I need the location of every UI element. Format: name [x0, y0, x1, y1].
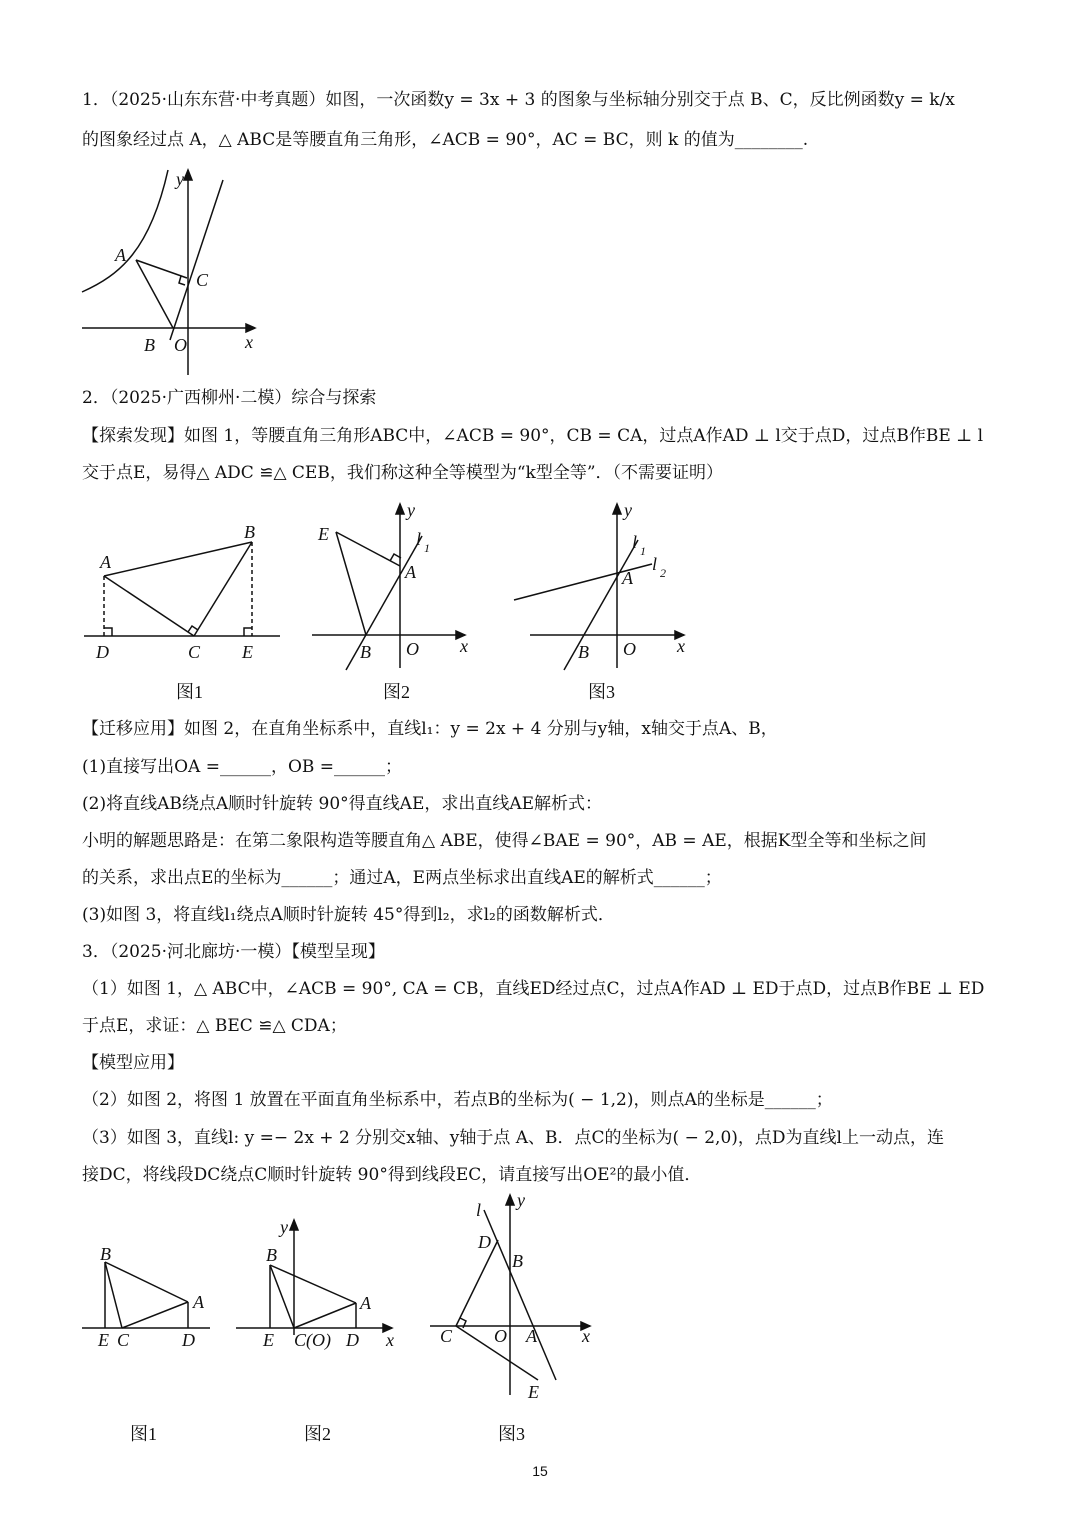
- hyperbola: [82, 170, 168, 292]
- label-a: A: [405, 562, 416, 582]
- q2-caption-2: 图2: [383, 682, 410, 702]
- q2-explore1: 【探索发现】如图 1，等腰直角三角形ABC中，∠ACB = 90°，CB = CA，过点A作AD ⊥ l交于点D，过点B作BE ⊥ l: [82, 426, 984, 446]
- label-c: C: [117, 1330, 130, 1350]
- label-l2: l: [652, 554, 658, 574]
- label-a: A: [526, 1326, 537, 1346]
- label-o: O: [494, 1326, 507, 1346]
- svg-text:1: 1: [640, 544, 646, 558]
- label-b: B: [100, 1244, 111, 1264]
- label-e: E: [528, 1382, 539, 1402]
- label-b: B: [244, 522, 255, 542]
- label-x: x: [386, 1330, 394, 1350]
- label-x: x: [245, 332, 253, 352]
- label-c: C: [188, 642, 201, 662]
- label-x: x: [460, 636, 468, 656]
- x-axis-arrow: [246, 324, 255, 332]
- label-d: D: [346, 1330, 359, 1350]
- label-b: B: [578, 642, 589, 662]
- segment-ca: [122, 1302, 188, 1328]
- label-d: D: [182, 1330, 195, 1350]
- q3-figure-3: [428, 1190, 603, 1400]
- line-l: [484, 1210, 556, 1380]
- label-b: B: [512, 1251, 523, 1271]
- q2-part2: (2)将直线AB绕点A顺时针旋转 90°得直线AE，求出直线AE解析式：: [82, 794, 603, 814]
- label-y: y: [407, 500, 415, 520]
- segment-dc: [456, 1240, 498, 1326]
- segment-ca: [294, 1303, 356, 1328]
- label-x: x: [677, 636, 685, 656]
- q2-caption-1: 图1: [176, 682, 203, 702]
- q3-caption-1: 图1: [130, 1424, 157, 1444]
- label-c: C: [196, 270, 209, 290]
- q1-figure: [80, 165, 270, 380]
- segment-ab: [104, 542, 252, 576]
- label-l1: l: [416, 529, 422, 549]
- label-x: x: [582, 1326, 590, 1346]
- line-y3x3: [170, 180, 223, 340]
- q2-figure-1: [82, 520, 282, 665]
- q2-part2c: 的关系，求出点E的坐标为______；通过A，E两点坐标求出直线AE的解析式______；: [82, 868, 722, 888]
- q3-p3a: （3）如图 3，直线l: y =− 2x + 2 分别交x轴、y轴于点 A、B．点C的坐标为( − 2,0)，点D为直线l上一动点，连: [82, 1128, 944, 1148]
- label-b: B: [266, 1245, 277, 1265]
- page-number: 15: [532, 1463, 548, 1479]
- q2-apply: 【迁移应用】如图 2，在直角坐标系中，直线l₁：y = 2x + 4 分别与y轴，x轴交于点A、B，: [82, 719, 778, 739]
- svg-text:2: 2: [660, 566, 666, 580]
- segment-bc: [105, 1262, 122, 1328]
- q1-line2: 的图象经过点 A，△ ABC是等腰直角三角形，∠ACB = 90°，AC = BC，则 k 的值为________.: [82, 130, 809, 150]
- label-l1: l: [632, 532, 638, 552]
- label-l: l: [476, 1200, 482, 1220]
- label-b: B: [144, 335, 155, 355]
- label-a: A: [622, 568, 633, 588]
- label-e: E: [242, 642, 253, 662]
- q3-p1a: （1）如图 1，△ ABC中，∠ACB = 90°, CA = CB，直线ED经过点C，过点A作AD ⊥ ED于点D，过点B作BE ⊥ ED: [82, 979, 985, 999]
- label-o: O: [406, 639, 419, 659]
- q2-explore2: 交于点E，易得△ ADC ≌△ CEB，我们称这种全等模型为“k型全等”．（不需要证明）: [82, 463, 724, 483]
- segment-eb: [336, 532, 366, 635]
- label-o: O: [623, 639, 636, 659]
- q2-figure-2: [310, 500, 475, 670]
- q2-part3: (3)如图 3，将直线l₁绕点A顺时针旋转 45°得到l₂，求l₂的函数解析式．: [82, 905, 615, 925]
- label-d: D: [96, 642, 109, 662]
- q3-caption-2: 图2: [304, 1424, 331, 1444]
- q2-part2b: 小明的解题思路是：在第二象限构造等腰直角△ ABE，使得∠BAE = 90°，AB = AE，根据K型全等和坐标之间: [82, 831, 927, 851]
- label-e: E: [263, 1330, 274, 1350]
- label-y: y: [176, 169, 184, 189]
- segment-ac: [104, 576, 194, 636]
- label-c: C(O): [294, 1330, 331, 1350]
- q2-caption-3: 图3: [588, 682, 615, 702]
- label-e: E: [318, 524, 329, 544]
- q3-figure-2: [234, 1215, 409, 1355]
- label-d: D: [478, 1232, 491, 1252]
- label-y: y: [624, 500, 632, 520]
- q3-p2: （2）如图 2，将图 1 放置在平面直角坐标系中，若点B的坐标为( − 1,2)，则点A的坐标是______；: [82, 1090, 833, 1110]
- q3-figure-1: [80, 1240, 215, 1355]
- label-o: O: [174, 335, 187, 355]
- q2-title: 2．（2025·广西柳州·二模）综合与探索: [82, 388, 377, 408]
- svg-text:1: 1: [424, 541, 430, 555]
- q3-p1b: 于点E，求证：△ BEC ≌△ CDA；: [82, 1016, 347, 1036]
- q3-apply: 【模型应用】: [82, 1053, 184, 1073]
- segment-ba: [105, 1262, 188, 1302]
- y-axis-arrow: [184, 170, 192, 180]
- label-a: A: [193, 1292, 204, 1312]
- q1-line1: 1．（2025·山东东营·中考真题）如图，一次函数y = 3x + 3 的图象与坐标轴分别交于点 B、C，反比例函数y = k/x: [82, 90, 955, 110]
- label-e: E: [98, 1330, 109, 1350]
- label-y: y: [280, 1217, 288, 1237]
- label-a: A: [360, 1293, 371, 1313]
- label-a: A: [115, 245, 126, 265]
- segment-ab: [136, 260, 173, 328]
- label-a: A: [100, 552, 111, 572]
- label-y: y: [517, 1190, 525, 1210]
- q2-part1: (1)直接写出OA =______，OB =______；: [82, 757, 403, 777]
- segment-cb: [194, 542, 252, 636]
- label-b: B: [360, 642, 371, 662]
- q3-p3b: 接DC，将线段DC绕点C顺时针旋转 90°得到线段EC，请直接写出OE²的最小值．: [82, 1165, 702, 1185]
- q3-caption-3: 图3: [498, 1424, 525, 1444]
- label-c: C: [440, 1326, 453, 1346]
- q2-figure-3: [512, 500, 692, 670]
- q3-title: 3．（2025·河北廊坊·一模）【模型呈现】: [82, 942, 385, 962]
